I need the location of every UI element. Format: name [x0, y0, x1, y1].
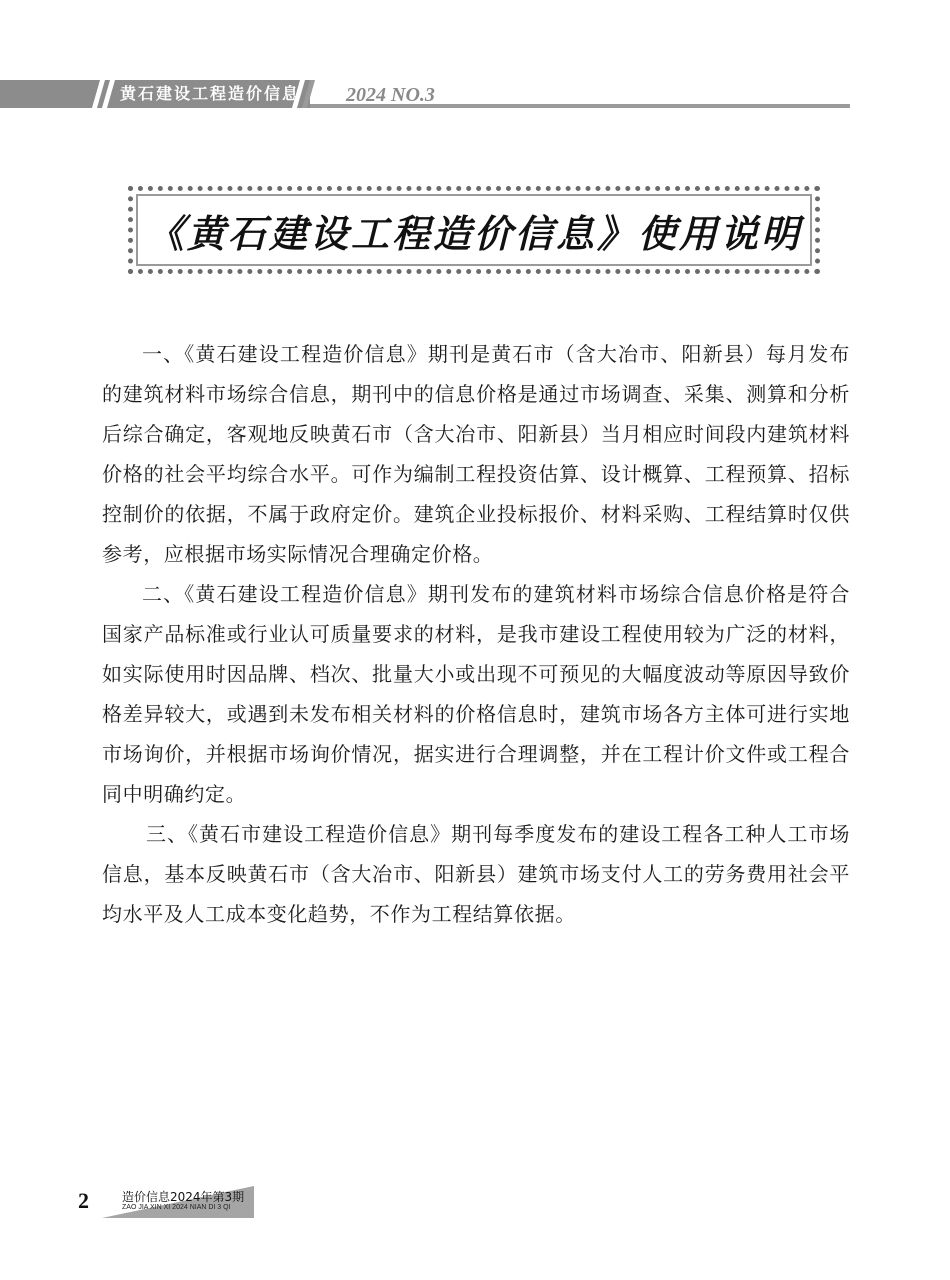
body-text	[102, 334, 850, 934]
page-number: 2	[78, 1188, 89, 1213]
journal-title: 黄石建设工程造价信息	[120, 84, 301, 103]
issue-number: 2024 NO.3	[346, 84, 435, 106]
page-footer	[78, 1186, 278, 1220]
title-frame	[128, 186, 820, 274]
paragraph-2: 二、《黄石建设工程造价信息》期刊发布的建筑材料市场综合信息价格是符合国家产品标准或行业认可质量要求的材料，是我市建设工程使用较为广泛的材料，如实际使用时因品牌、档次、批量大小或出现不可预见的大幅度波动等原因导致价格差异较大，或遇到未发布相关材料的价格信息时，建筑市场各方主体可进行实地市场询价，并根据市场询价情况，据实进行合理调整，并在工程计价文件或工程合同中明确约定。	[102, 582, 850, 806]
header-stripe	[102, 80, 115, 108]
footer-block	[102, 1186, 254, 1218]
paragraph-3: 三、《黄石市建设工程造价信息》期刊每季度发布的建设工程各工种人工市场信息，基本反映黄石市（含大冶市、阳新县）建筑市场支付人工的劳务费用社会平均水平及人工成本变化趋势，不作为工程结算依据。	[102, 822, 850, 926]
footer-pinyin: ZAO JIA XIN XI 2024 NIAN DI 3 QI	[122, 1204, 231, 1211]
running-header	[0, 80, 850, 112]
page-title: 《黄石建设工程造价信息》使用说明	[145, 210, 802, 256]
paragraph-1: 一、《黄石建设工程造价信息》期刊是黄石市（含大冶市、阳新县）每月发布的建筑材料市场综合信息，期刊中的信息价格是通过市场调查、采集、测算和分析后综合确定，客观地反映黄石市（含大冶市、阳新县）当月相应时间段内建筑材料价格的社会平均综合水平。可作为编制工程投资估算、设计概算、工程预算、招标控制价的依据，不属于政府定价。建筑企业投标报价、材料采购、工程结算时仅供参考，应根据市场实际情况合理确定价格。	[102, 342, 850, 566]
footer-publication: 造价信息2024年第3期	[122, 1190, 245, 1204]
